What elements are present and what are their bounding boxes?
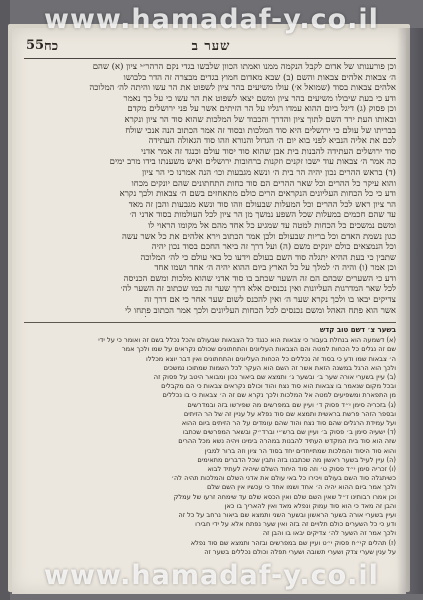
commentary-line: (ג) בזכריה סימן י״ד פסוק ד׳ ועיין שם במפרשים מה שפירשו בזה ובמדרשים bbox=[187, 400, 396, 409]
watermark-top: www.hamadaf-y.co.il bbox=[44, 4, 379, 35]
commentary-line: שזה הוא סוד בית המקדש העתיד להבנות במהרה בימינו ויהיה נשא מכל ההרים bbox=[178, 437, 396, 446]
main-text-line: צדיקים יבאו בו ולכך נקרא שער ה׳ ואין להכנס לשום שער אחר כי אם דרך זה bbox=[144, 295, 396, 306]
commentary-line: ה׳ צבאות שמו ודע כי בסוד זה נכללים כל הכחות העליונים והתחתונים ואין דבר יוצא מכללו bbox=[146, 354, 396, 363]
main-text-line: ודע כי בעת שיבולו משיעים בהר ציון ומשם יצאו לשפוט את הר עשו כי על כך נאמר bbox=[123, 93, 396, 104]
commentary-block bbox=[24, 326, 396, 558]
commentary-line: (א) דשמעה הוא בנחלת בעבור כי צבאות הוא כנגד כל הצבאות שבעולם והכל נכלל בשם זה ואומר כי על ידי bbox=[98, 336, 396, 345]
commentary-line: ודע כי כל השערים כולם תלויים זה בזה ואין שער נפתח אלא על ידי חבירו bbox=[195, 520, 396, 529]
watermark-bottom: www.hamadaf-y.co.il bbox=[44, 560, 379, 591]
main-text-block bbox=[24, 62, 396, 317]
main-text-line: ודע כי כל הכחות העליונים הנקראים הרים כולם מתאחזים בשם ה׳ צבאות ולכך נקרא bbox=[119, 189, 396, 200]
commentary-line: כשיתגלה סוד השם בעולם ויכירו כל באי עולם את אדני השלם והמלכות תהיה לה׳ bbox=[171, 474, 396, 483]
commentary-line: והוא סוד היסוד והמלכות שמתייחדים יחד בסוד הר ציון וזה ברור למבין bbox=[204, 446, 396, 455]
commentary-line: ולכך אמר זה השער לה׳ צדיקים יבאו בו והבן זה bbox=[262, 529, 396, 538]
main-text-line: לכל שאר המדרגות העליונות ואין נכנסים אלא דרך שער זה כמו שכתוב זה השער לה׳ bbox=[120, 284, 396, 295]
chapter-title: שער ב bbox=[191, 39, 231, 54]
main-text-line: וכל הנמצאים כולם יונקים משם (ה) ועל דרך זה ביאר החכם בסוד נכון יהיה bbox=[151, 242, 396, 253]
main-text-line: ובאותו העת ירד השם לתוך ציון והדרך והכבוד של המלכות שהוא סוד הר ציון ונקרא bbox=[124, 114, 396, 125]
main-text-line: (ד) בראש ההרים נכון יהיה הר בית ה׳ ונשא מגבעות וכו׳ הנה אמרנו כי הר ציון bbox=[142, 167, 396, 178]
main-text-line: וכן פסוק (ג) דיגל ביום ההוא עמדו רגליו על הר הזיתים אשר על פני ירושלים מקדם bbox=[127, 104, 396, 115]
commentary-line: (ד) ישעיה סימן ב׳ פסוק ב׳ ועיין שם ברש״י וברד״ק ובשאר המפרשים שכתבו bbox=[182, 428, 396, 437]
main-text-line: בבריתו של עולם כי ירושלים היא סוד המלכות ובסוד זה אמר הכתוב הנה אנכי שולח bbox=[125, 125, 396, 136]
main-text-line: אשר הוא פתח האהל ומשם נכנסים לכל הכחות העליונים ולכך אמר הכתוב פתחו לי bbox=[125, 305, 396, 316]
commentary-line: ולכך אמר ביום ההוא יהיה ה׳ אחד ושמו אחד כי עכשיו אין השם שלם bbox=[206, 483, 396, 492]
main-text-line: והוא עיקר כל ההרים וכל שאר ההרים הם סוד כחות התחתונים שהם יונקים מכחו bbox=[131, 178, 396, 189]
commentary-line: ועיין בשערי אורה בשער הראשון ובשער השני ותמצא שם ביאור נרחב על כל זה bbox=[178, 511, 396, 520]
main-text-line: כה אמר ה׳ צבאות עוד ישבו זקנים וזקנות ברחובות ירושלים ואיש משענתו בידו מרב ימים bbox=[109, 157, 396, 168]
main-text-line: ומשם נמשכים כל הכחות למטה עד שמגיע כל אחד מהם אל מקומו הראוי לו bbox=[148, 220, 396, 231]
main-text-line: ה׳ צבאות אלהים צבאות והשם (ב) שבא מאדום חמוץ בגדים מבצרה זה הדר בלבושו bbox=[123, 72, 396, 83]
main-text-line: וכן פורענותו של אדום לקבל הנקמה ממנו ואמתו הכוון שלבשו בגדי נקם הרהר״י ציון (א) שהם bbox=[92, 62, 396, 72]
main-text-line: וכן אמר (ו) והיה ה׳ למלך על כל הארץ ביום ההוא יהיה ה׳ אחד ושמו אחד bbox=[154, 263, 396, 274]
commentary-line: (ה) עיין לעיל בשער ראשון מה שכתבנו בזה ותבין שכל הדברים מתאימים bbox=[197, 455, 396, 464]
main-text-line: כגון נשמת האדם וכל בריות שבעולם ולכן אמר הכתוב וירא אלהים את כל אשר עשה bbox=[122, 231, 396, 242]
main-text-line: אלהים צבאות בסוד (שמואל א׳) עולו משיעים בהר ציון לשפוט את הר עשו והיתה לה׳ המלוכה bbox=[89, 83, 396, 94]
commentary-line: וכן אמרו רבותינו ז״ל שאין השם שלם ואין הכסא שלם עד שימחה זרעו של עמלק bbox=[173, 492, 396, 501]
main-text-line bbox=[24, 316, 396, 317]
commentary-line: מן התפארת ומשפיעים למטה אל המלכות ולכך נקרא שם זה ה׳ צבאות כי בו נכללים bbox=[162, 391, 396, 400]
page-number-hebrew: כח bbox=[44, 39, 59, 54]
commentary-heading: בשער צ׳ דשם טוב קדש bbox=[319, 326, 396, 334]
commentary-line: על ענין שערי צדק ושערי תשובה ושערי תפלה וכולם נכללים בשער זה bbox=[204, 547, 396, 556]
main-text-line: עד שהם חכמים במעלות שכל השפע נמשך מן הר ציון לכל העולמות בסוד אדני ה׳ bbox=[129, 210, 396, 221]
commentary-line: ובספר הזהר פרשת בראשית ותמצא שם סוד נפלא על עניין זה של הר הזיתים bbox=[183, 409, 396, 418]
header-rule bbox=[24, 58, 396, 59]
main-text-line: סוד ירושלים העתידה להבנות בית אבן שהוא סוד יסוד עולם וכנגד זה אמר אדני bbox=[141, 146, 396, 157]
commentary-line: והבן זה מאד כי הוא סוד עמוק ונפלא מאד ואין להאריך בו כאן bbox=[224, 501, 396, 510]
commentary-line: (ב) עיין בשערי אורה שער ב׳ ובשער ג׳ ותמצא שם ביאור נכון ומבואר היטב על פסוק זה bbox=[153, 373, 396, 382]
commentary-line: ובכל מקום שנאמר בו צבאות הוא סוד נצח והוד וכולם נקראים צבאות כי הם מקבלים bbox=[161, 382, 396, 391]
commentary-line: ולכך הוא הרגל במשנה הזאת אשר זה השם הוא העקר לכל השמות שמתוכו נמשכים bbox=[163, 363, 396, 372]
main-text-line: לכם את אליה הנביא לפני בוא יום ה׳ הגדול והנורא וזהו סוד הגאולה העתידה bbox=[148, 136, 396, 147]
commentary-line: (ז) תהלים קי״ח פסוק י״ט ועיין שם במפרשים ובזהר ותמצא שם סוד נפלא bbox=[190, 538, 396, 547]
commentary-divider bbox=[24, 322, 396, 323]
commentary-line: ועל עמידת הרגלים שהם סוד נצח והוד שהם עומדים על הר הזיתים ביום ההוא bbox=[181, 419, 396, 428]
page-number: 55 bbox=[26, 38, 45, 53]
main-text-line: הר ציון ראש לכל ההרים וכל המעלות שבעולם וזהו סוד ונשא מגבעות והבן זה מאד bbox=[128, 199, 396, 210]
commentary-line: (ו) זכריה סימן י״ד פסוק ט׳ וזה סוד היחוד השלם שיהיה לעתיד לבוא bbox=[207, 465, 396, 474]
main-text-line: שתבין כי בעת ההיא יתגלה סוד השם בעולם וידעו כל באי עולם כי לה׳ המלוכה bbox=[140, 252, 396, 263]
page-header bbox=[26, 38, 396, 60]
commentary-line: שם זה נגלים כל הכחות למטה והם הצבאות העליונים והתחתונים שכולם נקראים על שמו ולכך אמר bbox=[121, 345, 396, 354]
main-text-line: ודע כי השערים שבהם הם זה השער שכתב בו סוד אדני שהוא מלכות ומשם הכניסה bbox=[123, 273, 396, 284]
